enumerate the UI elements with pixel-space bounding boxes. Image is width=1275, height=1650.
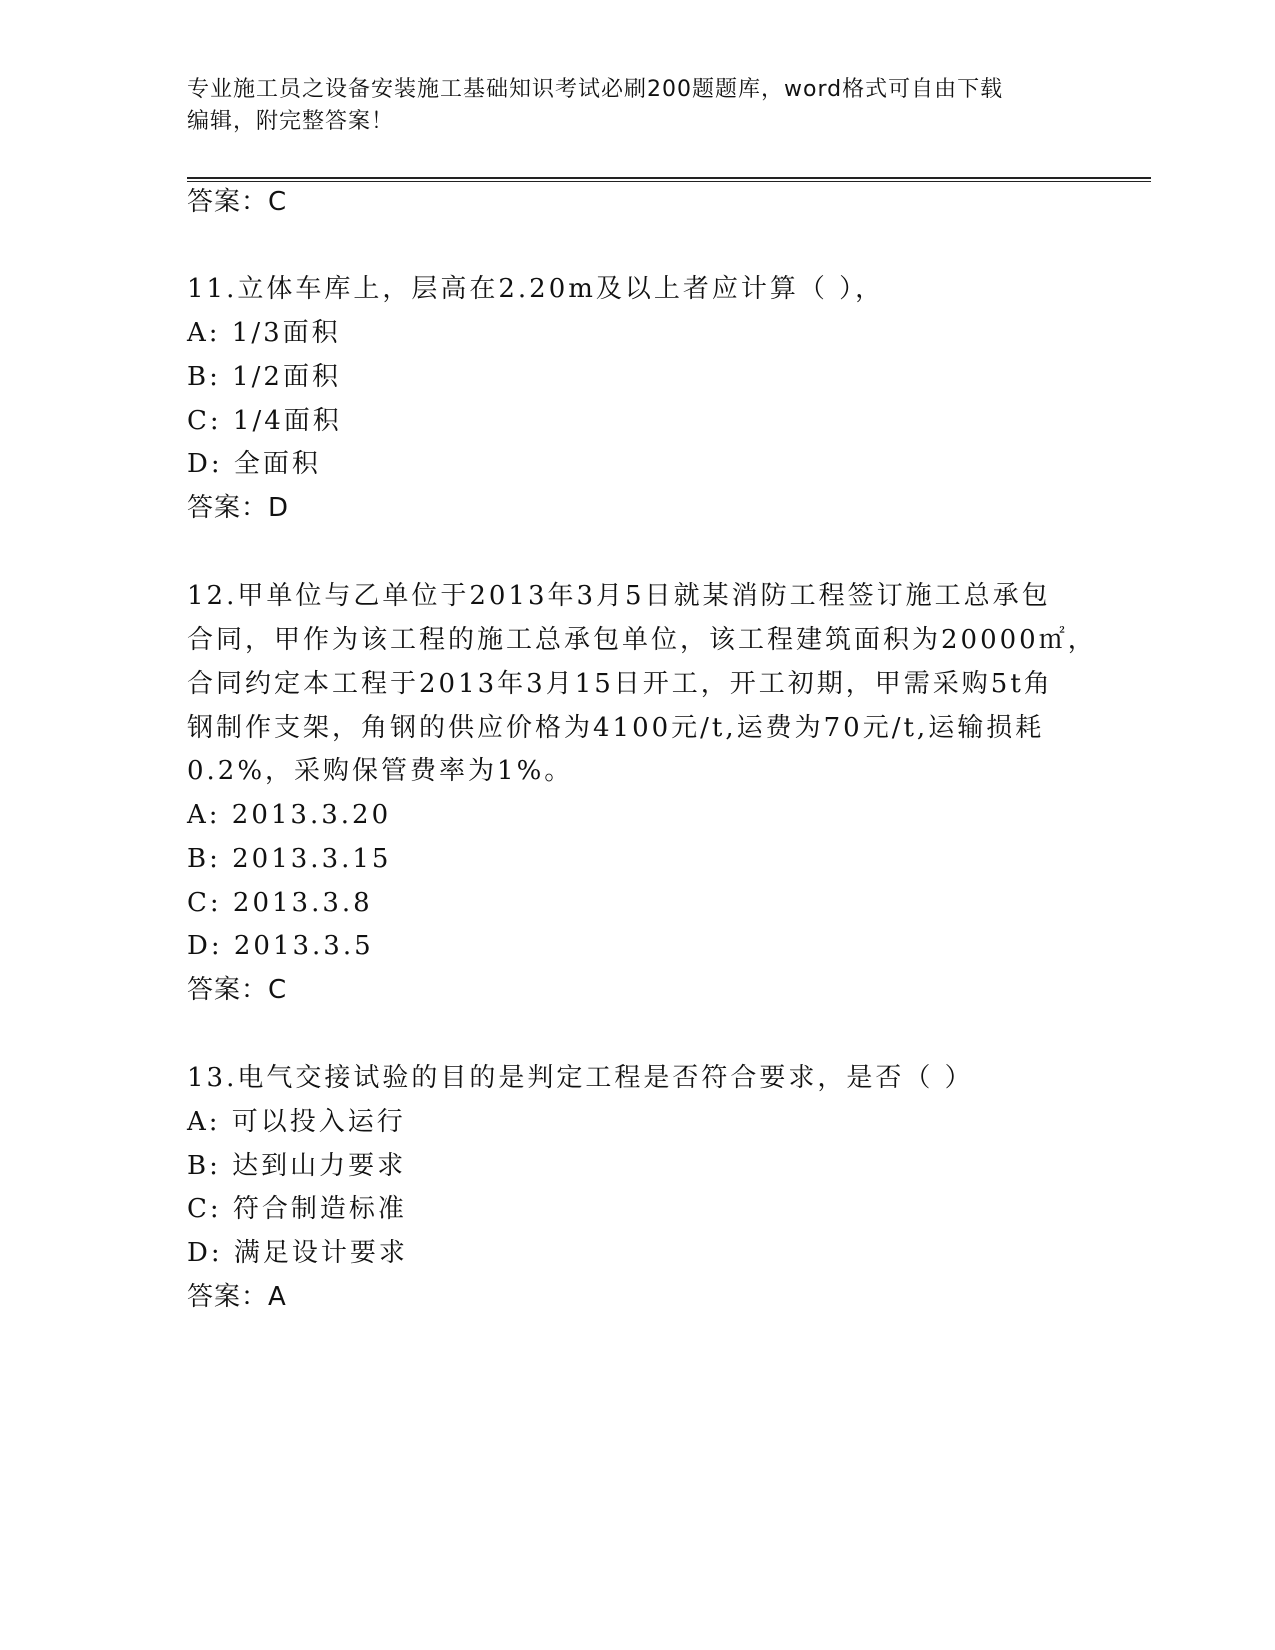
header-line-1: 专业施工员之设备安装施工基础知识考试必刷200题题库，word格式可自由下载 — [187, 77, 1004, 102]
question-12-option-a: A: 2013.3.20 — [187, 800, 392, 830]
question-12-stem-line-3: 合同约定本工程于2013年3月15日开工，开工初期，甲需采购5t角 — [187, 669, 1053, 699]
question-12-stem-line-5: 0.2%，采购保管费率为1%。 — [187, 756, 574, 786]
question-12-option-c: C: 2013.3.8 — [187, 888, 373, 918]
question-11-option-d: D: 全面积 — [187, 449, 321, 479]
question-12-option-d: D: 2013.3.5 — [187, 931, 374, 961]
question-11-option-a: A: 1/3面积 — [187, 318, 341, 348]
question-11-stem: 11.立体车库上，层高在2.20m及以上者应计算（ ）， — [187, 274, 885, 304]
question-11-option-b: B: 1/2面积 — [187, 362, 341, 392]
question-11-answer: 答案：D — [187, 493, 290, 523]
header-divider-thick — [187, 177, 1151, 179]
question-13-option-a: A: 可以投入运行 — [187, 1107, 406, 1137]
question-13-answer: 答案：A — [187, 1282, 287, 1312]
document-header — [187, 74, 1087, 138]
previous-answer: 答案：C — [187, 187, 288, 217]
header-line-2: 编辑，附完整答案！ — [187, 109, 395, 134]
question-13-option-b: B: 达到山力要求 — [187, 1151, 407, 1181]
question-13-option-d: D: 满足设计要求 — [187, 1238, 408, 1268]
question-13-stem: 13.电气交接试验的目的是判定工程是否符合要求，是否（ ） — [187, 1063, 974, 1093]
question-12-answer: 答案：C — [187, 975, 288, 1005]
question-12-stem-line-4: 钢制作支架，角钢的供应价格为4100元/t,运费为70元/t,运输损耗 — [187, 713, 1045, 743]
question-12-stem-line-1: 12.甲单位与乙单位于2013年3月5日就某消防工程签订施工总承包 — [187, 581, 1051, 611]
header-divider-thin — [187, 181, 1151, 182]
question-13-option-c: C: 符合制造标准 — [187, 1194, 407, 1224]
question-11-option-c: C: 1/4面积 — [187, 406, 342, 436]
question-12-stem-line-2: 合同，甲作为该工程的施工总承包单位，该工程建筑面积为20000㎡， — [187, 625, 1097, 655]
question-12-option-b: B: 2013.3.15 — [187, 844, 392, 874]
